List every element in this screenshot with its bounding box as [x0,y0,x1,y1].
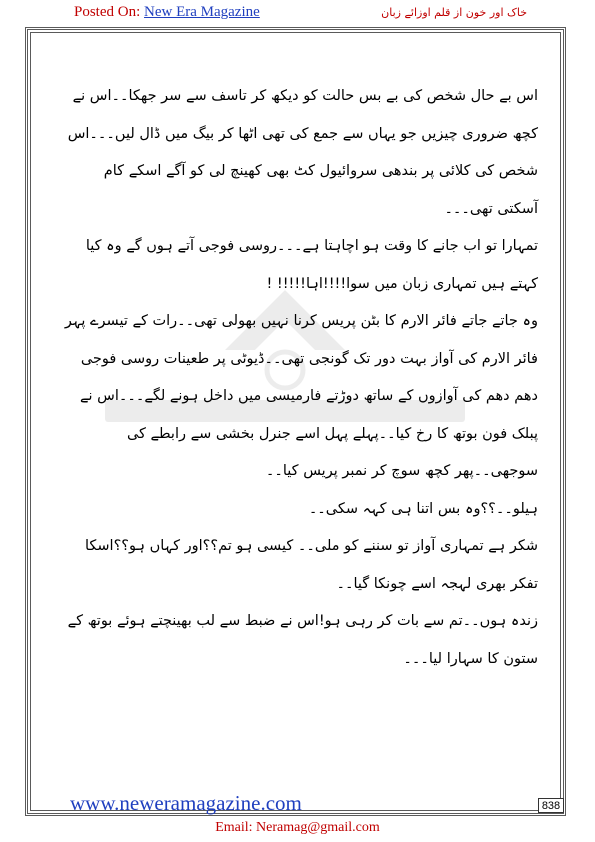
paragraph: ہیلو۔۔؟؟وہ بس اتنا ہی کہہ سکی۔۔ [308,500,538,517]
paragraph: وہ جاتے جاتے فائر الارم کا بٹن پریس کرنا نہیں بھولی تھی۔۔رات کے تیسرے پہر فائر الارم کی آواز بہت دور تک گونجی تھی۔۔ڈیوٹی پر طعینات روسی فوجی دھم دھم کی آوازوں کے ساتھ دوڑتے فارمیسی میں داخل ہونے لگے۔۔۔اس نے پبلک فون بوتھ کا رخ کیا۔۔پہلے پہل اسے جنرل بخشی سے رابطے کی سوجھی۔۔پھر کچھ سوچ کر نمبر پریس کیا۔۔ [64,313,538,479]
posted-on-header [74,4,260,21]
contact-email: Email: Neramag@gmail.com [215,820,380,835]
story-text [62,78,538,678]
novel-title-header: خاک اور خون از قلم اوزائے زبان [381,6,527,19]
paragraph: اس بے حال شخص کی بے بس حالت کو دیکھ کر تاسف سے سر جھکا۔۔اس نے کچھ ضروری چیزیں جو یہاں سے جمع کی تھی اٹھا کر بیگ میں ڈال لیں۔۔۔اس شخص کی کلائی پر بندھی سروائیول کٹ بھی کھینچ لی کو آگے اسکے کام آسکتی تھی۔۔۔ [67,88,538,217]
page-number: 838 [538,798,564,813]
website-link[interactable]: www.neweramagazine.com [70,791,302,815]
magazine-link[interactable]: New Era Magazine [144,4,260,20]
posted-on-label: Posted On: [74,4,141,20]
paragraph: زندہ ہوں۔۔تم سے بات کر رہی ہو!اس نے ضبط سے لب بھینچتے ہوئے بوتھ کے ستون کا سہارا لیا۔۔۔ [67,613,538,667]
paragraph: تمہارا تو اب جانے کا وقت ہو اچاہتا ہے۔۔۔روسی فوجی آتے ہوں گے وہ کیا کہتے ہیں تمہاری زبان میں سوا!!!!اہا!!!!! ! [85,238,538,292]
paragraph: شکر ہے تمہاری آواز تو سننے کو ملی۔۔ کیسی ہو تم؟؟اور کہاں ہو؟؟اسکا تفکر بھری لہجہ اسے چونکا گیا۔۔ [84,538,538,592]
